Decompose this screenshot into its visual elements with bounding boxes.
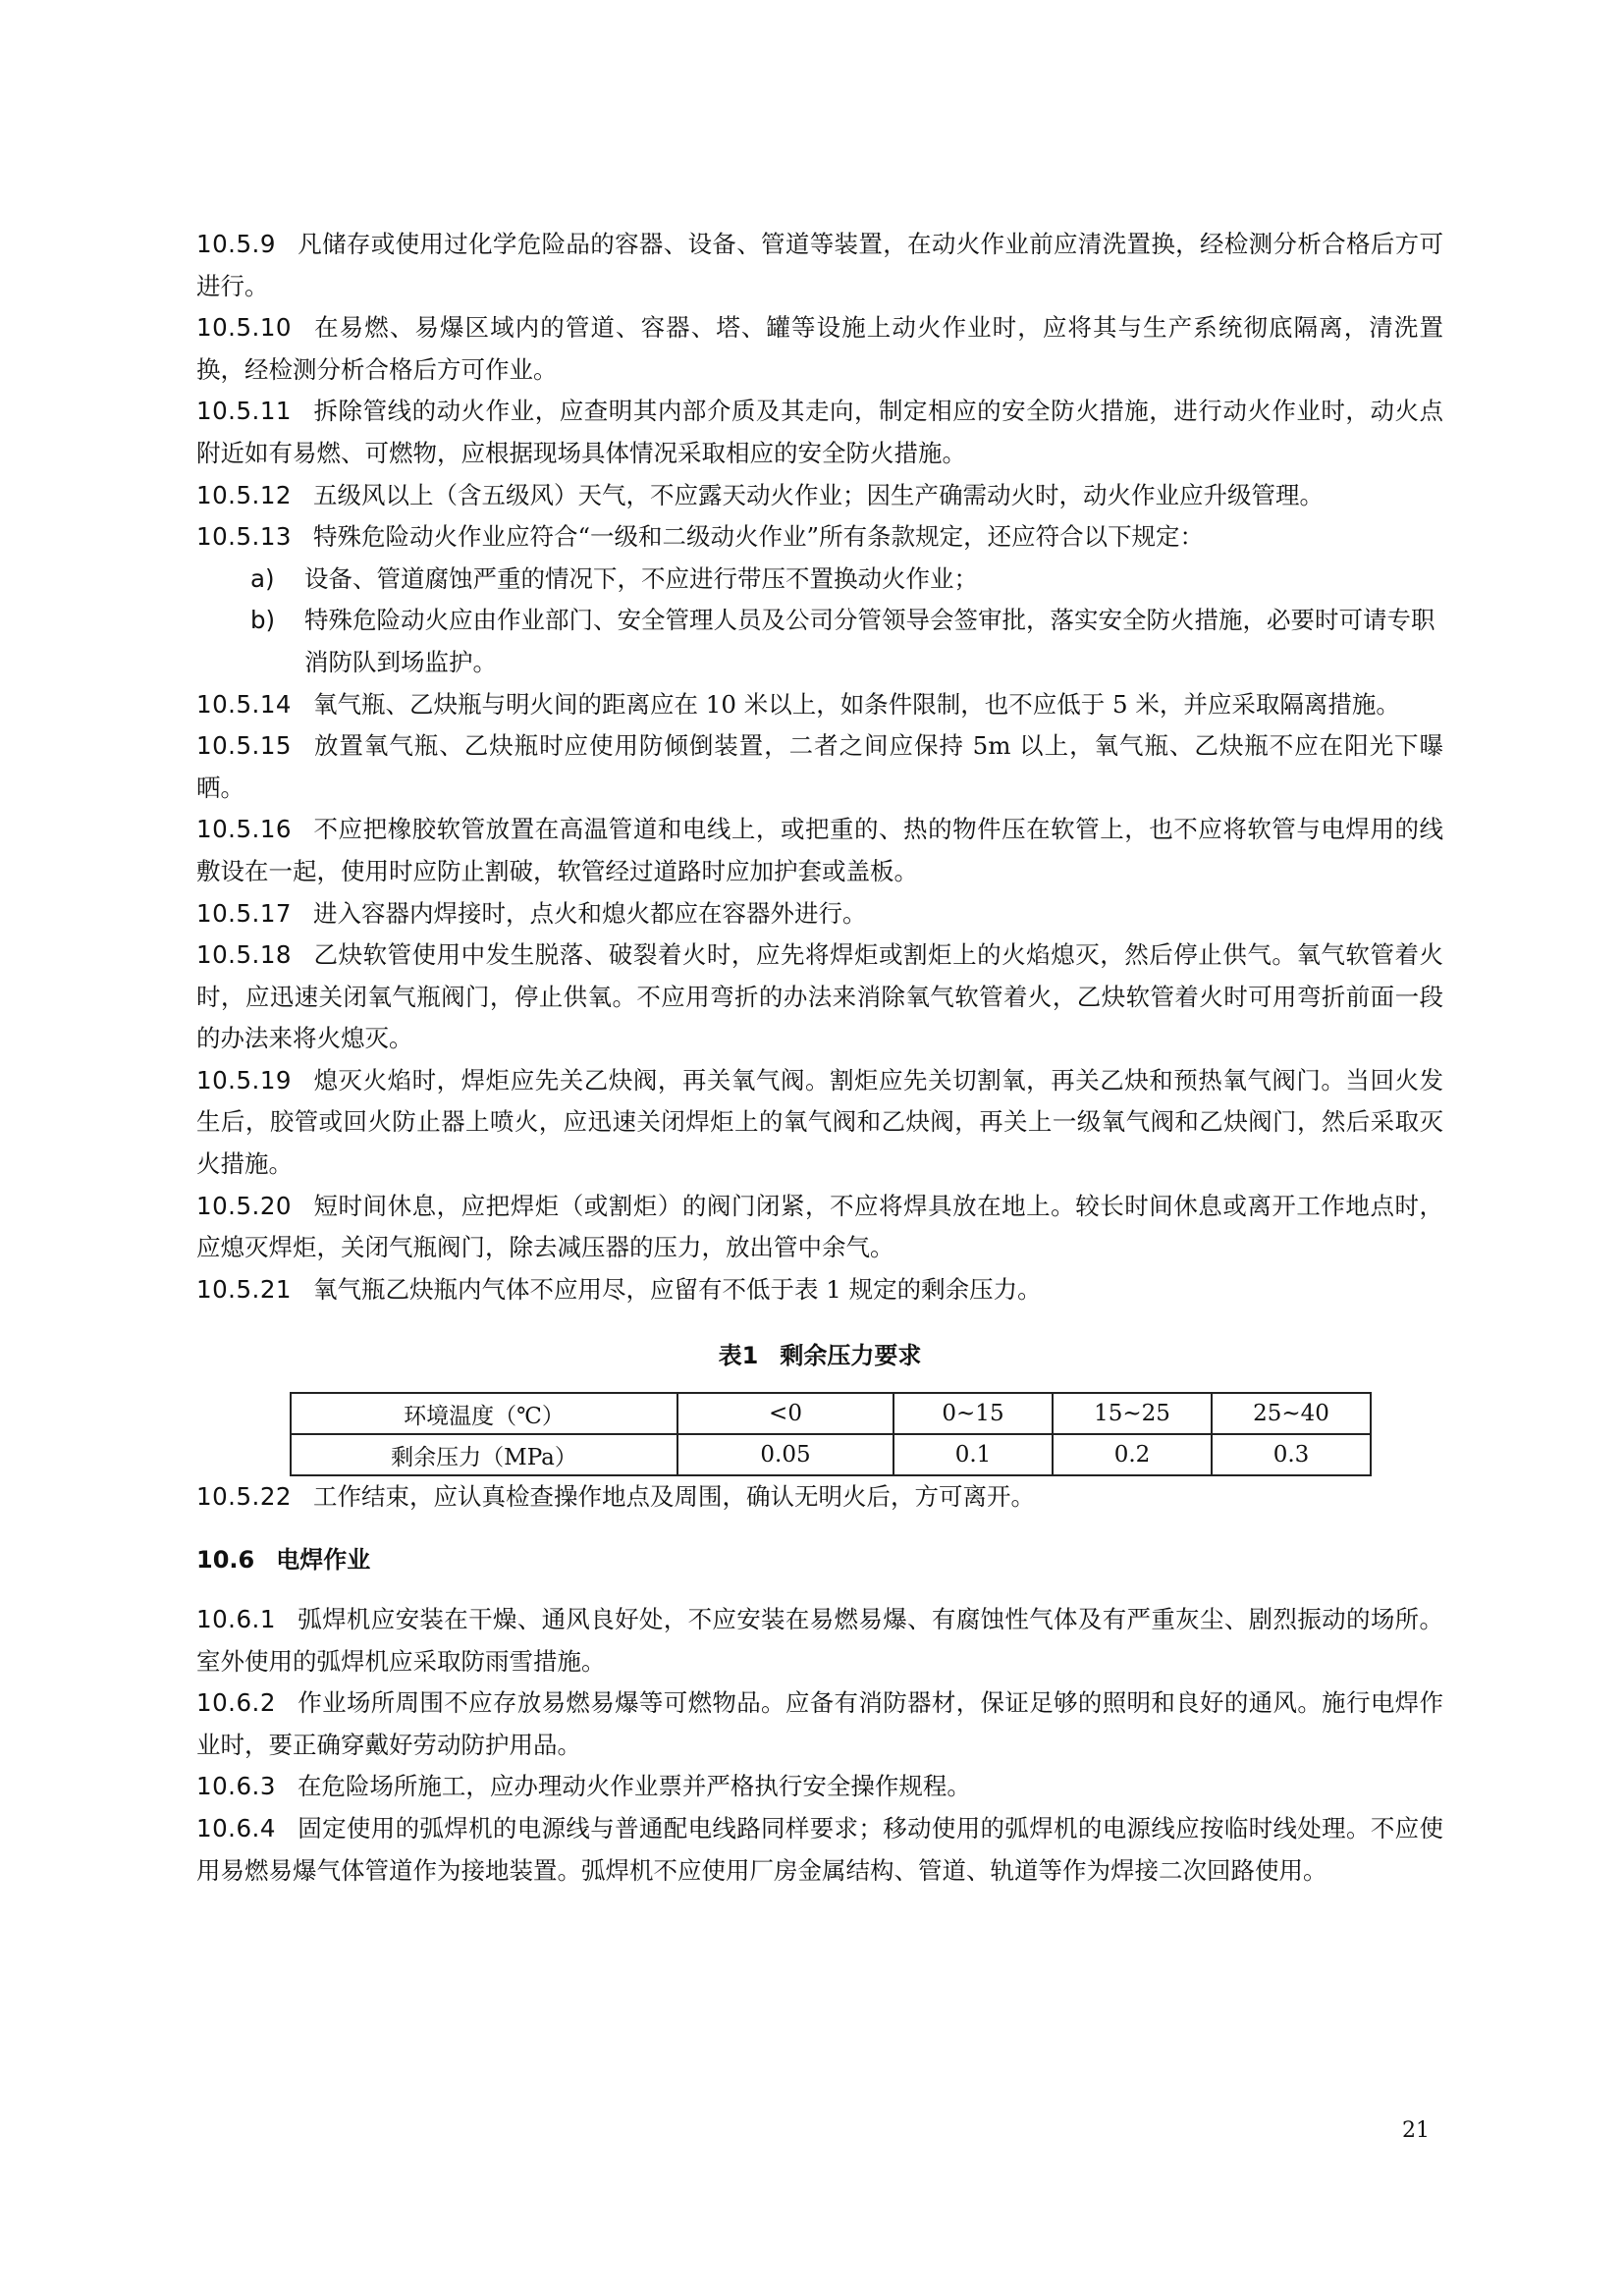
clause-10-5-20: 10.5.20 短时间休息，应把焊炬（或割炬）的阀门闭紧，不应将焊具放在地上。较长时间休息或离开工作地点时，应熄灭焊炬，关闭气瓶阀门，除去减压器的压力，放出管中余气。 xyxy=(196,1191,1443,1262)
clause-10-5-21: 10.5.21 氧气瓶乙炔瓶内气体不应用尽，应留有不低于表 1 规定的剩余压力。 xyxy=(196,1274,1042,1304)
page-number: 21 xyxy=(1402,2118,1430,2143)
clause-10-5-12: 10.5.12 五级风以上（含五级风）天气，不应露天动火作业；因生产确需动火时，动火作业应升级管理。 xyxy=(196,480,1325,509)
clause-10-5-18: 10.5.18 乙炔软管使用中发生脱落、破裂着火时，应先将焊炬或割炬上的火焰熄灭，然后停止供气。氧气软管着火时，应迅速关闭氧气瓶阀门，停止供氧。不应用弯折的办法来消除氧气软管着火，乙炔软管着火时可用弯折前面一段的办法来将火熄灭。 xyxy=(196,940,1443,1053)
list-item-a: a) 设备、管道腐蚀严重的情况下，不应进行带压不置换动火作业； xyxy=(250,563,978,593)
table-header-cell: <0 xyxy=(677,1393,893,1434)
clause-10-5-9: 10.5.9 凡储存或使用过化学危险品的容器、设备、管道等装置，在动火作业前应清洗置换，经检测分析合格后方可进行。 xyxy=(196,230,1443,300)
table-row-label: 剩余压力（MPa） xyxy=(291,1434,677,1475)
clause-10-5-11: 10.5.11 拆除管线的动火作业，应查明其内部介质及其走向，制定相应的安全防火措施，进行动火作业时，动火点附近如有易燃、可燃物，应根据现场具体情况采取相应的安全防火措施。 xyxy=(196,397,1443,467)
table-cell: 0.3 xyxy=(1212,1434,1371,1475)
table-caption: 表1 剩余压力要求 xyxy=(718,1342,922,1370)
table-row xyxy=(291,1393,1371,1434)
clause-10-5-19: 10.5.19 熄灭火焰时，焊炬应先关乙炔阀，再关氧气阀。割炬应先关切割氧，再关乙炔和预热氧气阀门。当回火发生后，胶管或回火防止器上喷火，应迅速关闭焊炬上的氧气阀和乙炔阀，再关上一级氧气阀和乙炔阀门，然后采取灭火措施。 xyxy=(196,1065,1443,1179)
clause-10-6-1: 10.6.1 弧焊机应安装在干燥、通风良好处，不应安装在易燃易爆、有腐蚀性气体及有严重灰尘、剧烈振动的场所。室外使用的弧焊机应采取防雨雪措施。 xyxy=(196,1605,1443,1676)
table-cell: 0.05 xyxy=(677,1434,893,1475)
table-row xyxy=(291,1434,1371,1475)
table-header-cell: 25~40 xyxy=(1212,1393,1371,1434)
residual-pressure-table xyxy=(290,1392,1372,1476)
table-cell: 0.2 xyxy=(1053,1434,1212,1475)
table-header-label: 环境温度（℃） xyxy=(291,1393,677,1434)
clause-10-5-13: 10.5.13 特殊危险动火作业应符合“一级和二级动火作业”所有条款规定，还应符合以下规定： xyxy=(196,522,1205,552)
clause-10-5-15: 10.5.15 放置氧气瓶、乙炔瓶时应使用防倾倒装置，二者之间应保持 5m 以上，氧气瓶、乙炔瓶不应在阳光下曝晒。 xyxy=(196,731,1444,802)
clause-10-5-17: 10.5.17 进入容器内焊接时，点火和熄火都应在容器外进行。 xyxy=(196,898,867,928)
clause-10-5-10: 10.5.10 在易燃、易爆区域内的管道、容器、塔、罐等设施上动火作业时，应将其与生产系统彻底隔离，清洗置换，经检测分析合格后方可作业。 xyxy=(196,313,1443,384)
list-item-b: b) 特殊危险动火应由作业部门、安全管理人员及公司分管领导会签审批，落实安全防火措施，必要时可请专职消防队到场监护。 xyxy=(250,606,1435,676)
clause-10-6-3: 10.6.3 在危险场所施工，应办理动火作业票并严格执行安全操作规程。 xyxy=(196,1772,971,1801)
section-heading-10-6: 10.6 电焊作业 xyxy=(196,1546,371,1575)
clause-10-5-14: 10.5.14 氧气瓶、乙炔瓶与明火间的距离应在 10 米以上，如条件限制，也不应低于 5 米，并应采取隔离措施。 xyxy=(196,689,1400,719)
table-cell: 0.1 xyxy=(893,1434,1053,1475)
clause-10-5-22: 10.5.22 工作结束，应认真检查操作地点及周围，确认无明火后，方可离开。 xyxy=(196,1482,1036,1512)
document-body xyxy=(196,224,1443,1892)
clause-10-6-4: 10.6.4 固定使用的弧焊机的电源线与普通配电线路同样要求；移动使用的弧焊机的电源线应按临时线处理。不应使用易燃易爆气体管道作为接地装置。弧焊机不应使用厂房金属结构、管道、轨道等作为焊接二次回路使用。 xyxy=(196,1814,1443,1885)
table-header-cell: 0~15 xyxy=(893,1393,1053,1434)
table-header-cell: 15~25 xyxy=(1053,1393,1212,1434)
clause-10-5-16: 10.5.16 不应把橡胶软管放置在高温管道和电线上，或把重的、热的物件压在软管上，也不应将软管与电焊用的线敷设在一起，使用时应防止割破，软管经过道路时应加护套或盖板。 xyxy=(196,815,1443,885)
clause-10-6-2: 10.6.2 作业场所周围不应存放易燃易爆等可燃物品。应备有消防器材，保证足够的照明和良好的通风。施行电焊作业时，要正确穿戴好劳动防护用品。 xyxy=(196,1688,1443,1759)
